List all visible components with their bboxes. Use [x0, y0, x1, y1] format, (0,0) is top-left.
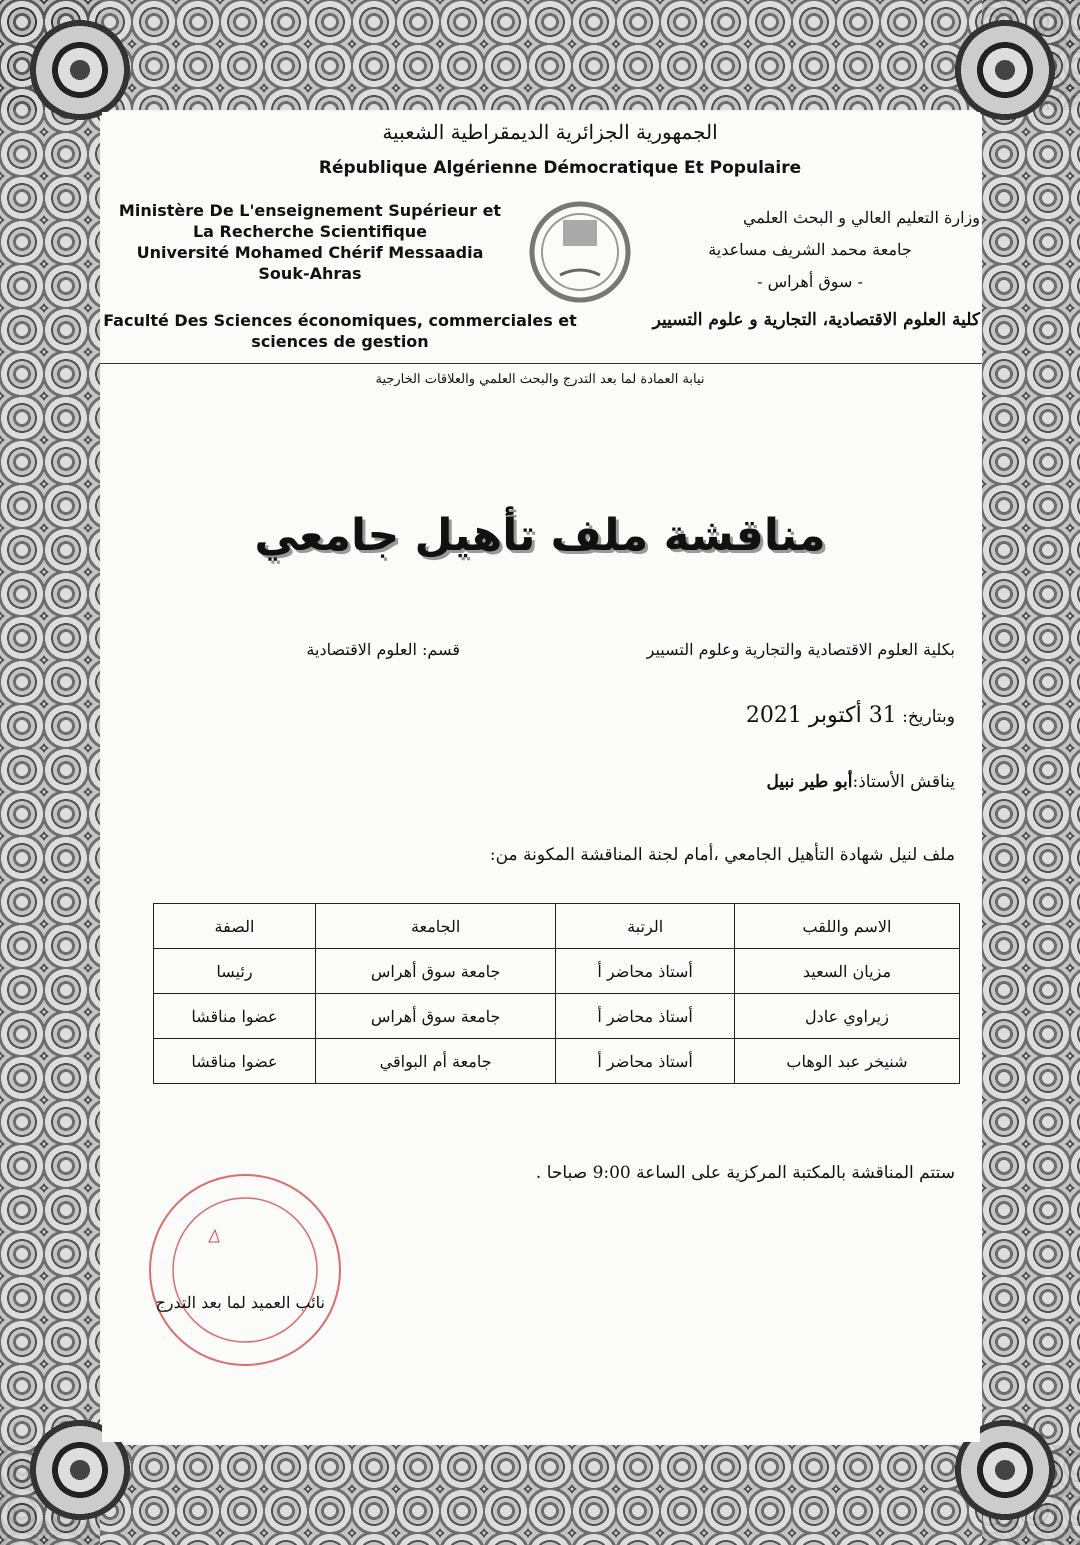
ministry-line-2: La Recherche Scientifique	[192, 222, 428, 241]
cell-role: عضوا مناقشا	[154, 1039, 316, 1084]
header-divider	[100, 363, 982, 364]
republic-arabic: الجمهورية الجزائرية الديمقراطية الشعبية	[382, 120, 718, 144]
table-row	[154, 994, 960, 1039]
university-french: Université Mohamed Chérif Messaadia	[136, 243, 484, 262]
candidate-name: أبو طير نبيل	[766, 772, 853, 792]
cell-name: مزيان السعيد	[734, 949, 959, 994]
ministry-arabic: وزارة التعليم العالي و البحث العلمي	[742, 208, 980, 227]
border-top	[0, 0, 1080, 110]
department-line: قسم: العلوم الاقتصادية	[306, 640, 460, 659]
cell-university: جامعة أم البواقي	[315, 1039, 555, 1084]
deanery-line: نيابة العمادة لما بعد التدرج والبحث العلمي والعلاقات الخارجية	[375, 372, 705, 387]
cell-name: شنيخر عبد الوهاب	[734, 1039, 959, 1084]
cell-role: عضوا مناقشا	[154, 994, 316, 1039]
cell-university: جامعة سوق أهراس	[315, 994, 555, 1039]
faculty-arabic: كلية العلوم الاقتصادية، التجارية و علوم التسيير	[652, 310, 980, 330]
border-right	[982, 0, 1080, 1545]
signature-title: نائب العميد لما بعد التدرج	[155, 1293, 325, 1312]
cell-rank: أستاذ محاضر أ	[556, 1039, 735, 1084]
candidate-label: يناقش الأستاذ:	[852, 772, 955, 792]
cell-role: رئيسا	[154, 949, 316, 994]
candidate-line	[500, 772, 955, 792]
faculty-line: بكلية العلوم الاقتصادية والتجارية وعلوم التسيير	[646, 640, 955, 659]
committee-intro: ملف لنيل شهادة التأهيل الجامعي ،أمام لجنة المناقشة المكونة من:	[489, 845, 955, 865]
cell-rank: أستاذ محاضر أ	[556, 994, 735, 1039]
cell-rank: أستاذ محاضر أ	[556, 949, 735, 994]
official-stamp	[145, 1170, 345, 1370]
faculty-line-1: Faculté Des Sciences économiques, commerciales et	[103, 311, 577, 330]
table-row	[154, 1039, 960, 1084]
table-row	[154, 949, 960, 994]
city-french: Souk-Ahras	[258, 264, 362, 283]
header-name: الاسم واللقب	[734, 904, 959, 949]
cell-university: جامعة سوق أهراس	[315, 949, 555, 994]
city-arabic: - سوق أهراس -	[757, 272, 863, 291]
committee-table	[153, 903, 960, 1084]
date-value: 31 أكتوبر 2021	[745, 703, 897, 728]
header-university: الجامعة	[315, 904, 555, 949]
cell-name: زيراوي عادل	[734, 994, 959, 1039]
header-arabic	[640, 202, 980, 298]
date-line	[500, 703, 955, 728]
date-label: وبتاريخ:	[902, 707, 955, 727]
header-rank: الرتبة	[556, 904, 735, 949]
page-title: مناقشة ملف تأهيل جامعي	[254, 510, 826, 561]
university-arabic: جامعة محمد الشريف مساعدية	[708, 240, 912, 259]
border-left	[0, 0, 100, 1545]
schedule-line: ستتم المناقشة بالمكتبة المركزية على الساعة 9:00 صباحا .	[535, 1163, 955, 1183]
ministry-line-1: Ministère De L'enseignement Supérieur et	[118, 201, 502, 220]
header-role: الصفة	[154, 904, 316, 949]
table-header-row	[154, 904, 960, 949]
faculty-french	[100, 310, 580, 352]
republic-french: République Algérienne Démocratique Et Populaire	[318, 158, 802, 178]
ministry-french	[100, 200, 520, 284]
university-logo	[525, 190, 635, 310]
faculty-line-2: sciences de gestion	[251, 332, 429, 351]
border-bottom	[0, 1445, 1080, 1545]
